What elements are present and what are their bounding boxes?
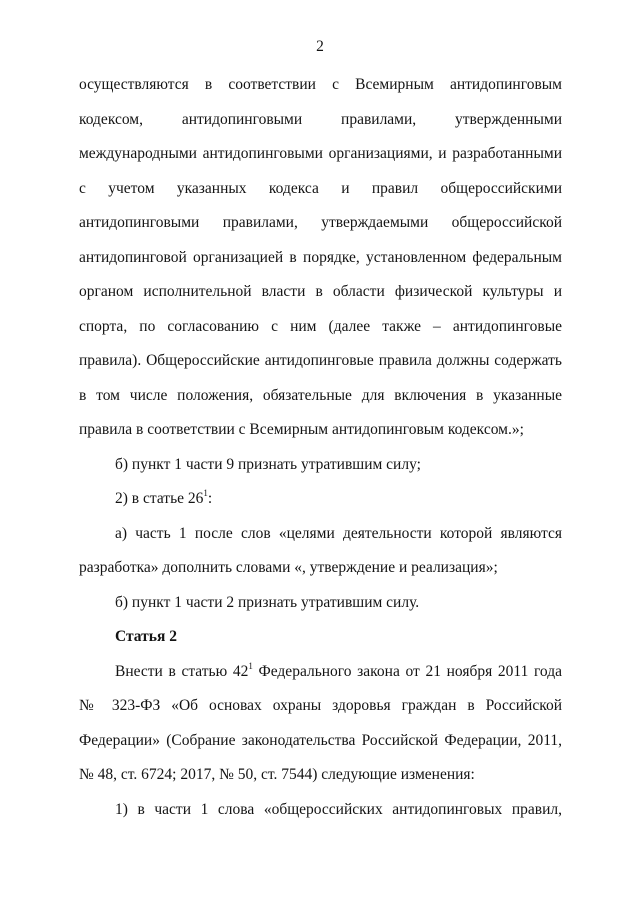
text-run: Внести в статью 42 (115, 662, 249, 680)
paragraph-item-1 (79, 793, 562, 828)
superscript: 1 (203, 488, 208, 498)
text-run: б) пункт 1 части 2 признать утратившим силу. (115, 593, 420, 611)
paragraph-article-2-intro (79, 655, 562, 793)
document-body (79, 68, 562, 827)
text-run: 1) в части 1 слова «общероссийских антидопинговых правил, (115, 800, 562, 818)
text-run: Федерального закона от 21 ноября 2011 года № 323-ФЗ «Об основах охраны здоровья граждан в Российской Федерации» (Собрание законодательства Российской Федерации, 2011, № 48, ст. 6724; 2017, № 50, ст. 7544) следующие изменения: (79, 662, 562, 783)
paragraph-item-2 (79, 482, 562, 517)
text-run: а) часть 1 после слов «целями деятельности которой являются разработка» дополнить словами «, утверждение и реализация»; (79, 524, 562, 576)
text-run: б) пункт 1 части 9 признать утратившим силу; (115, 455, 421, 473)
text-run: : (207, 490, 213, 507)
text-run: Статья 2 (115, 628, 177, 645)
paragraph-clause-a (79, 517, 562, 586)
page-number: 2 (316, 38, 324, 55)
paragraph-clause-b-1 (79, 448, 562, 483)
text-run: 2) в статье 26 (115, 490, 204, 507)
text-run: осуществляются в соответствии с Всемирным антидопинговым кодексом, антидопинговыми правилами, утвержденными международными антидопинговыми организациями, и разработанными с учетом указанных кодекса и правил общероссийскими антидопинговыми правилами, утверждаемыми общероссийской антидопинговой организацией в порядке, установленном федеральным органом исполнительной власти в области физической культуры и спорта, по согласованию с ним (далее также – антидопинговые правила). Общероссийские антидопинговые правила должны содержать в том числе положения, обязательные для включения в указанные правила в соответствии с Всемирным антидопинговым кодексом.»; (79, 76, 562, 438)
paragraph-clause-b-2 (79, 586, 562, 621)
superscript: 1 (248, 660, 253, 671)
article-heading (79, 620, 562, 655)
paragraph-continuation (79, 68, 562, 448)
